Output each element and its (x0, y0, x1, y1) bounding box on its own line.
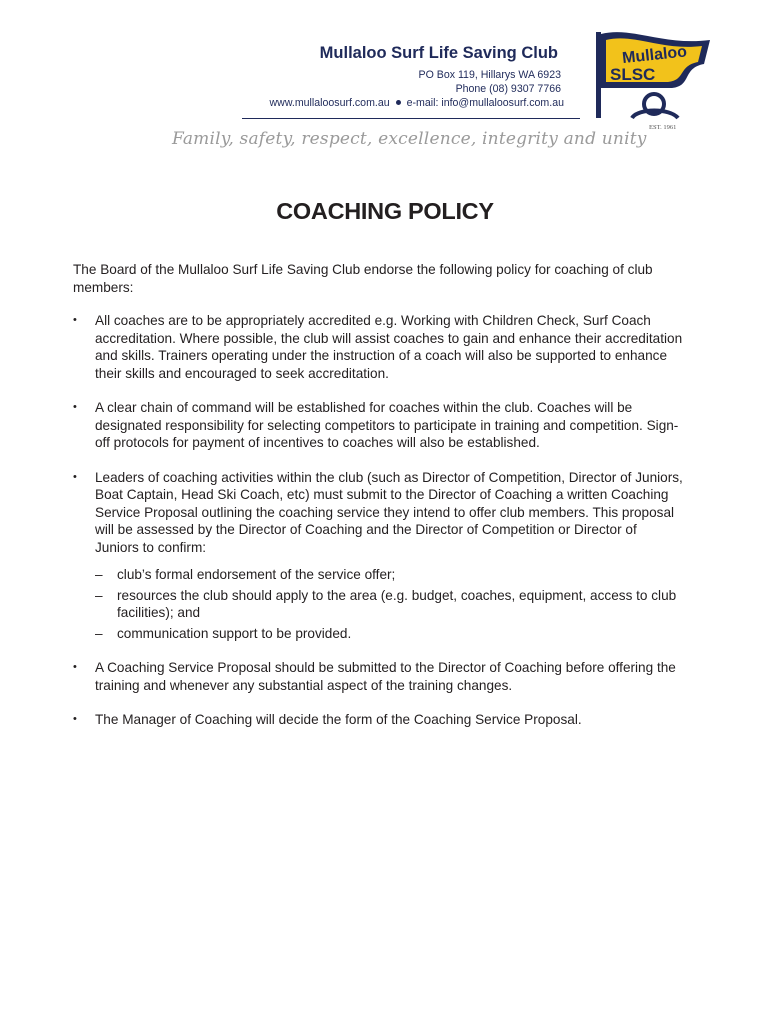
list-item-text: All coaches are to be appropriately accredited e.g. Working with Children Check, Surf Coach accreditation. Where possible, the club will assist coaches to gain and enhance their accreditation and skills. Trainers operating under the instruction of a coach will also be supported to enhance their skills and encouraged to seek accreditation. (95, 313, 683, 381)
list-item-text: The Manager of Coaching will decide the form of the Coaching Service Proposal. (95, 712, 582, 727)
dash-icon: – (95, 567, 103, 582)
website-link[interactable]: www.mullaloosurf.com.au (269, 97, 390, 109)
page-title: COACHING POLICY (276, 198, 494, 224)
club-name: Mullaloo Surf Life Saving Club (319, 44, 558, 62)
sub-list-item-text: resources the club should apply to the area (e.g. budget, coaches, equipment, access to club facilities); and (117, 587, 677, 620)
established-year: EST. 1961 (649, 124, 677, 131)
contact-line (270, 97, 564, 109)
list-item-text: A Coaching Service Proposal should be submitted to the Director of Coaching before offering the training and whenever any substantial aspect of the training changes. (95, 660, 676, 693)
list-item (73, 312, 683, 382)
letterhead (0, 0, 770, 170)
sub-list-item (95, 625, 683, 643)
list-item (73, 469, 683, 643)
list-item-text: Leaders of coaching activities within the club (such as Director of Competition, Director of Juniors, Boat Captain, Head Ski Coach, etc) must submit to the Director of Coaching a written Coaching Service Proposal outlining the coaching service they intend to offer club members. This proposal will be assessed by the Director of Coaching and the Director of Competition or Director of Juniors to confirm: (95, 469, 683, 555)
logo-top-text: Mullaloo (621, 43, 688, 68)
list-item-text: A clear chain of command will be established for coaches within the club. Coaches will be designated responsibility for selecting competitors to participate in training and competition. Sign-off protocols for payment of incentives to coaches will also be established. (95, 400, 679, 450)
bullet-icon: • (73, 401, 77, 413)
bullet-icon: • (73, 470, 77, 483)
sub-list (95, 566, 683, 642)
sub-list-item-text: club’s formal endorsement of the service offer; (117, 567, 396, 582)
dash-icon: – (95, 587, 103, 603)
phone-line: Phone (08) 9307 7766 (455, 83, 561, 95)
header-rule (242, 118, 580, 119)
logo-bottom-text: SLSC (610, 65, 656, 84)
separator-dot-icon (396, 100, 401, 105)
sub-list-item (95, 587, 683, 622)
list-item (73, 659, 683, 694)
bullet-icon: • (73, 713, 77, 725)
sub-list-item (95, 566, 683, 584)
list-item (73, 399, 683, 452)
policy-list (73, 312, 683, 729)
club-logo-icon (592, 24, 716, 120)
dash-icon: – (95, 625, 103, 641)
bullet-icon: • (73, 314, 77, 326)
sub-list-item-text: communication support to be provided. (117, 625, 352, 641)
email-link[interactable]: e-mail: info@mullaloosurf.com.au (406, 97, 564, 109)
list-item (73, 711, 683, 729)
intro-paragraph: The Board of the Mullaloo Surf Life Saving Club endorse the following policy for coaching of club members: (73, 262, 653, 295)
policy-body (73, 261, 683, 746)
club-tagline: Family, safety, respect, excellence, integrity and unity (172, 129, 647, 149)
bullet-icon: • (73, 661, 77, 673)
address-line: PO Box 119, Hillarys WA 6923 (418, 69, 561, 81)
